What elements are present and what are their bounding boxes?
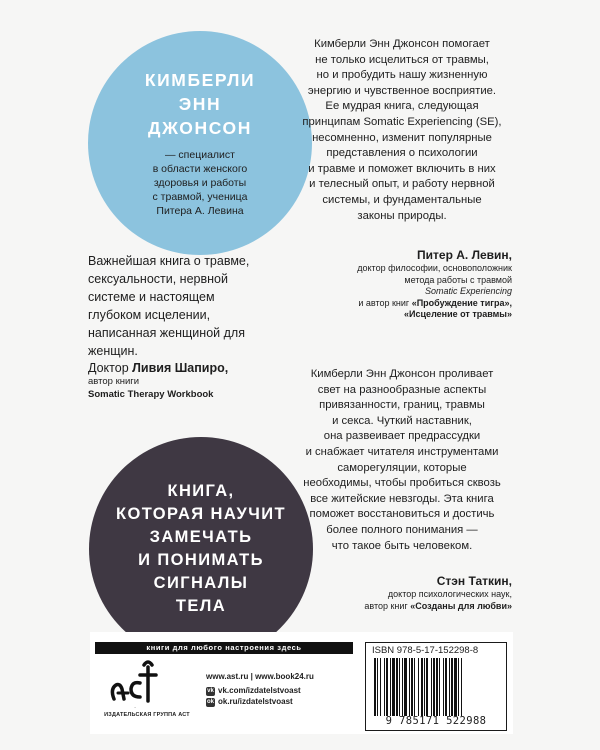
quote-line: и секса. Чуткий наставник, [332, 414, 472, 427]
quote-line: принципам Somatic Experiencing (SE), [302, 115, 502, 128]
author-desc-line: — специалист [165, 149, 235, 161]
quote-line: и травме и поможет включить в них [308, 162, 496, 175]
quote-line: энергию и чувственное восприятие. [307, 84, 497, 97]
quote-line: Кимберли Энн Джонсон проливает [310, 368, 494, 380]
author-description [129, 148, 272, 218]
logo-wordmark: АСТ [134, 708, 136, 709]
endorser-prefix: Доктор [88, 361, 133, 375]
reviewer-books-prefix: и автор книг [358, 297, 412, 308]
quote-line: не только исцелиться от травмы, [315, 53, 489, 66]
quote-line: несомненно, изменит популярные [312, 131, 492, 144]
endorser-title: автор книги [88, 376, 140, 387]
isbn-number: ISBN 978-5-17-152298-8 [372, 645, 479, 656]
reviewer-name: Стэн Таткин, [436, 574, 512, 588]
author-desc-line: в области женского [152, 163, 248, 175]
tagline-line: И ПОНИМАТЬ [138, 551, 264, 569]
vk-link[interactable] [206, 686, 301, 696]
quote-line: и снабжает читателя инструментами [305, 445, 499, 458]
reviewer-title-line: метода работы с травмой [404, 274, 512, 285]
quote-line: все житейские невзгоды. Эта книга [310, 492, 494, 505]
author-bio-circle [88, 31, 312, 255]
review-quote-tatkin [294, 367, 510, 554]
blurb-line: женщин. [88, 344, 138, 358]
quote-line: что такое быть человеком. [331, 539, 473, 552]
ok-icon: ok [206, 698, 214, 705]
ast-logo-icon [104, 659, 164, 709]
blurb-line: глубоком исцелении, [88, 308, 211, 322]
reviewer-title-line: доктор философии, основоположник [357, 263, 512, 273]
blurb-line: системе и настоящем [88, 290, 215, 304]
vk-icon: vk [207, 687, 214, 694]
author-name-line-3: ДЖОНСОН [148, 118, 252, 138]
review-attribution-levine [357, 247, 512, 321]
tagline-line: КНИГА, [167, 482, 235, 500]
publisher-websites[interactable] [206, 672, 314, 682]
endorsement-attribution-shapiro [88, 360, 288, 402]
endorser-name: Ливия Шапиро, [132, 361, 229, 375]
isbn-barcode-block [365, 642, 507, 731]
reviewer-book-title: «Созданы для любви» [410, 600, 512, 611]
review-attribution-tatkin [364, 573, 512, 612]
quote-line: законы природы. [357, 209, 447, 222]
author-name-line-1: КИМБЕРЛИ [144, 70, 256, 90]
quote-line: Ее мудрая книга, следующая [325, 100, 479, 113]
reviewer-books-prefix: автор книг [364, 600, 411, 611]
quote-line: свет на разнообразные аспекты [317, 383, 487, 396]
tagline-line: КОТОРАЯ НАУЧИТ [116, 505, 286, 523]
quote-line: но и пробудить нашу жизненную [316, 69, 488, 82]
tagline-line: СИГНАЛЫ [153, 574, 249, 592]
endorser-book: Somatic Therapy Workbook [88, 389, 214, 400]
quote-line: системы, и фундаментальные [322, 193, 482, 206]
quote-line: поможет восстановиться и достичь [309, 508, 495, 521]
websites-text: www.ast.ru | www.book24.ru [206, 672, 314, 681]
blurb-line: написанная женщиной для [88, 326, 245, 340]
reviewer-book-title: «Пробуждение тигра», [411, 297, 512, 308]
author-desc-line: с травмой, ученица [152, 191, 248, 203]
reviewer-name: Питер А. Левин, [417, 248, 512, 262]
quote-line: необходимы, чтобы пробиться сквозь [303, 477, 501, 490]
author-desc-line: Питера А. Левина [156, 205, 244, 217]
publisher-imprint: ИЗДАТЕЛЬСКАЯ ГРУППА АСТ [104, 712, 190, 718]
quote-line: представления о психологии [326, 147, 478, 160]
review-quote-levine [294, 37, 510, 224]
quote-line: Кимберли Энн Джонсон помогает [314, 38, 490, 50]
tagline-line: ЗАМЕЧАТЬ [149, 528, 253, 546]
author-name-line-2: ЭНН [178, 94, 222, 114]
tagline-line: ТЕЛА [175, 597, 227, 615]
quote-line: более полного понимания — [326, 523, 478, 536]
tagline-circle [89, 437, 313, 661]
publisher-slogan: книги для любого настроения здесь [95, 642, 353, 654]
blurb-line: Важнейшая книга о травме, [88, 254, 250, 268]
quote-line: и телесный опыт, и работу нервной [309, 178, 495, 191]
author-desc-line: здоровья и работы [153, 177, 247, 189]
reviewer-method: Somatic Experiencing [424, 286, 512, 296]
ok-link-text: ok.ru/izdatelstvoast [218, 697, 293, 706]
barcode-digits: 9 785171 522988 [385, 715, 487, 727]
ok-link[interactable] [206, 697, 293, 707]
reviewer-title-line: доктор психологических наук, [387, 589, 512, 599]
reviewer-book-title: «Исцеление от травмы» [404, 309, 512, 319]
vk-link-text: vk.com/izdatelstvoast [218, 686, 301, 695]
quote-line: саморегуляции, которые [337, 461, 467, 474]
barcode-icon [368, 658, 504, 716]
quote-line: она развеивает предрассудки [323, 430, 481, 443]
endorsement-blurb-shapiro [88, 252, 288, 360]
quote-line: привязанности, границ, травмы [319, 399, 485, 412]
blurb-line: сексуальности, нервной [88, 272, 228, 286]
